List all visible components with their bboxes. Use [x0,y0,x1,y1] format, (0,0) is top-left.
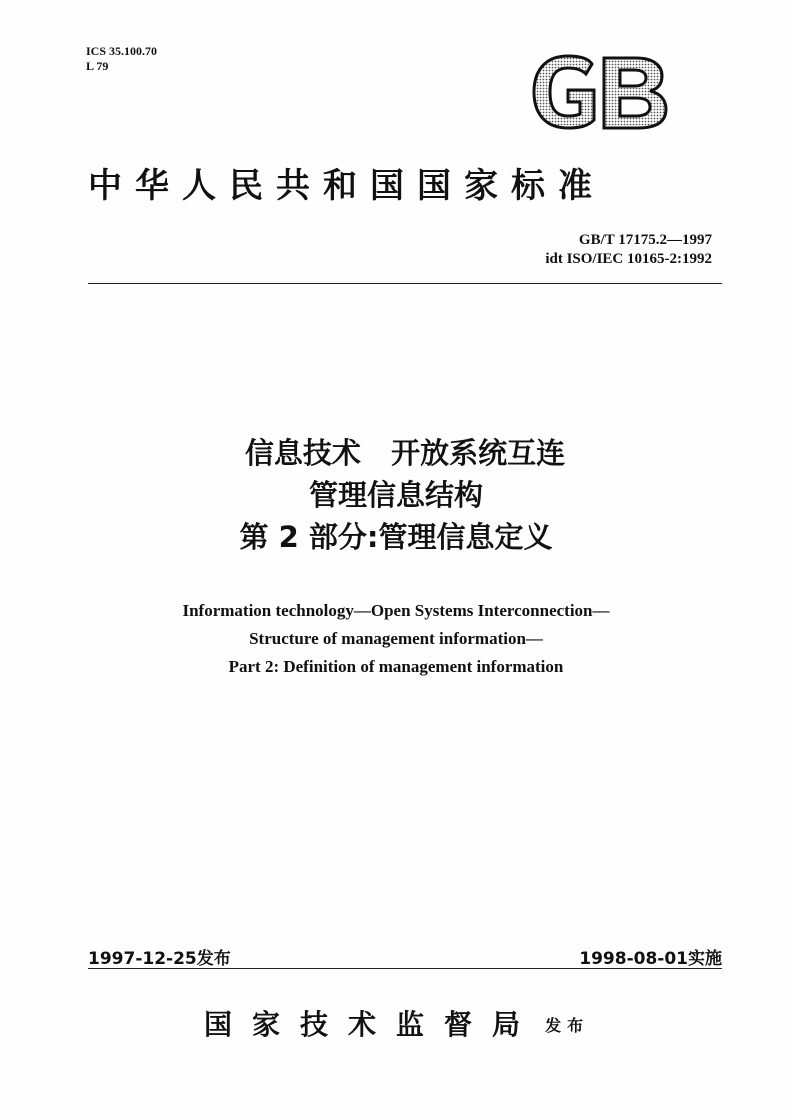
standard-number-block [545,231,712,269]
chinese-title-line-3: 第 2 部分:管理信息定义 [239,520,553,554]
implementation-date: 1998-08-01实施 [579,949,722,969]
footer-divider [88,968,722,969]
chinese-title [0,432,792,558]
ccs-code: L 79 [86,59,109,73]
english-title-line-1: Information technology—Open Systems Interconnection— [182,601,610,620]
dates-row [88,944,722,969]
gb-logo [530,54,670,130]
identical-reference: idt ISO/IEC 10165-2:1992 [545,251,712,267]
chinese-title-line-2: 管理信息结构 [308,478,483,512]
publisher-line [204,1003,589,1043]
standard-code: GB/T 17175.2—1997 [578,232,712,248]
ics-code: ICS 35.100.70 [86,44,158,58]
english-title-line-2: Structure of management information— [249,629,543,648]
english-title [0,597,792,681]
header-divider [88,283,722,284]
issue-date: 1997-12-25发布 [88,949,231,969]
chinese-title-line-1: 信息技术 开放系统互连 [244,436,566,470]
gb-logo-mark [530,54,670,130]
publisher-organization: 国家技术监督局 [204,1008,541,1041]
classification-codes [86,44,157,74]
standard-type-heading: 中华人民共和国国家标准 [88,166,605,206]
english-title-line-3: Part 2: Definition of management information [228,657,564,676]
publisher-action: 发布 [545,1016,590,1035]
